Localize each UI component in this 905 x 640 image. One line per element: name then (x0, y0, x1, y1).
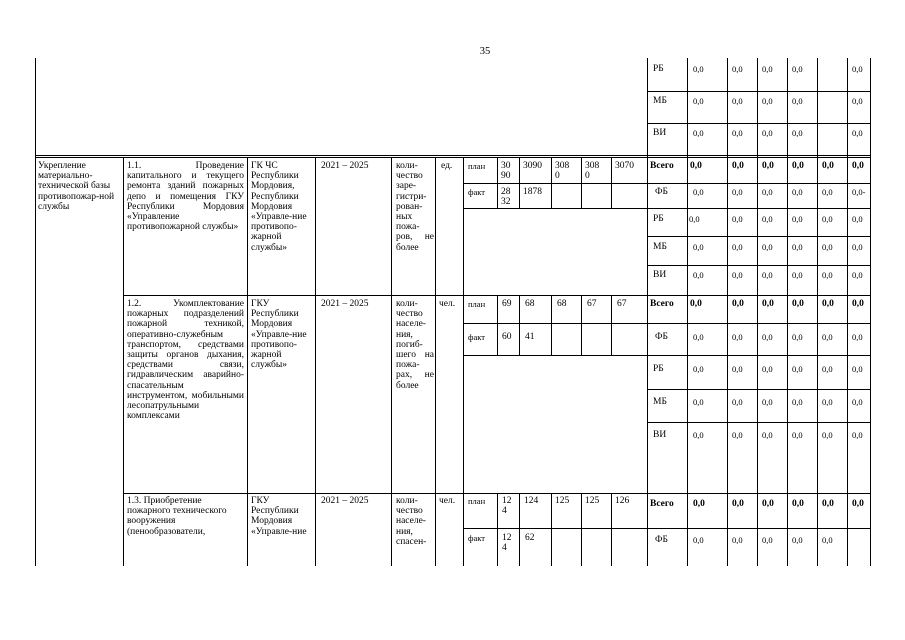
finance-value: 0,0 (822, 270, 833, 280)
col-line (757, 58, 758, 566)
event-period: 2021 – 2025 (321, 299, 369, 309)
col-line (581, 295, 582, 355)
col-line (581, 157, 582, 208)
finance-value: 0,0 (822, 430, 833, 440)
plan-value: 12 4 (502, 496, 512, 517)
event-indicator: коли-чество населе-ния, спасен- (396, 496, 427, 547)
finance-value: 0,0 (762, 161, 774, 171)
finance-value: 0,0 (762, 364, 773, 374)
row-line (647, 236, 871, 237)
finance-value: 0,0 (792, 64, 803, 74)
finance-value: 0,0 (762, 299, 774, 309)
finance-value: 0,0 (852, 430, 863, 440)
row-line (463, 355, 647, 356)
event-unit: чел. (439, 496, 456, 506)
finance-value: 0,0 (690, 161, 702, 171)
page-number: 35 (479, 46, 491, 57)
plan-label: план (468, 161, 486, 171)
col-line (519, 157, 520, 208)
finance-value: 0,0 (852, 242, 863, 252)
finance-value: 0,0 (852, 128, 863, 138)
plan-value: 308 0 (555, 161, 570, 182)
finance-value: 0,0 (732, 397, 743, 407)
finance-value: 0,0 (792, 397, 803, 407)
finance-value: 0,0 (693, 535, 704, 545)
col-line (519, 493, 520, 566)
finance-value: 0,0 (852, 270, 863, 280)
col-line (847, 58, 848, 566)
finance-value: 0,0 (822, 535, 833, 545)
col-line (247, 157, 248, 566)
finance-value: 0,0 (732, 96, 743, 106)
event-name: 1.1. Проведение капитального и текущего ремонта зданий пожарных депо и помещения ГКУ Республики Мордовия «Управление противопожарной службы» (127, 161, 244, 233)
finance-value: 0,0 (690, 299, 702, 309)
plan-value: 68 (557, 299, 567, 309)
finance-value: 0,0 (822, 332, 833, 342)
plan-value: 125 (555, 496, 570, 506)
finance-source: ВИ (653, 270, 667, 280)
event-indicator: коли-чество заре-гистри-рован-ных пожа-ров, не более (396, 161, 434, 253)
col-line (435, 157, 436, 566)
finance-value: 0,0 (822, 161, 834, 171)
row-line (463, 528, 647, 529)
col-line (519, 295, 520, 355)
finance-value: 0,0 (693, 397, 704, 407)
finance-value: 0,0 (762, 430, 773, 440)
event-name: 1.3. Приобретение пожарного технического вооружения (пенообразователи, (127, 496, 227, 537)
fact-value: 28 32 (501, 187, 511, 208)
finance-value: 0,0 (689, 214, 700, 224)
task-name: Укрепление материально-технической базы противопожар-ной службы (38, 161, 115, 212)
finance-source: Всего (650, 161, 674, 171)
finance-value: 0,0 (792, 214, 803, 224)
finance-source: МБ (653, 397, 667, 407)
finance-value: 0,0- (852, 187, 866, 197)
finance-value: 0,0 (762, 535, 773, 545)
event-executor: ГК ЧС Республики Мордовия, Республики Мордовия «Управле-ние противопо-жарной службы» (251, 161, 307, 253)
finance-value: 0,0 (822, 242, 833, 252)
event-unit: чел. (439, 299, 456, 309)
event-unit: ед. (441, 161, 453, 171)
col-line (611, 493, 612, 566)
finance-value: 0,0 (732, 161, 744, 171)
fact-value: 12 4 (502, 533, 512, 554)
row-line (647, 91, 871, 92)
finance-value: 0,0 (792, 332, 803, 342)
finance-value: 0,0 (762, 242, 773, 252)
plan-value: 3070 (615, 161, 634, 171)
finance-value: 0,0 (732, 430, 743, 440)
finance-value: 0,0 (732, 270, 743, 280)
plan-value: 67 (617, 299, 627, 309)
row-line (647, 265, 871, 266)
col-line (787, 58, 788, 566)
finance-source: РБ (653, 64, 664, 74)
finance-value: 0,0 (732, 242, 743, 252)
finance-value: 0,0 (822, 187, 833, 197)
row-line (463, 208, 647, 209)
finance-value: 0,0 (792, 270, 803, 280)
finance-value: 0,0 (792, 161, 804, 171)
row-line (647, 123, 871, 124)
finance-value: 0,0 (693, 364, 704, 374)
finance-value: 0,0 (762, 214, 773, 224)
finance-source: РБ (653, 214, 664, 224)
fact-value: 62 (525, 533, 535, 543)
finance-value: 0,0 (852, 64, 863, 74)
finance-value: 0,0 (732, 187, 743, 197)
finance-value: 0,0 (762, 128, 773, 138)
finance-value: 0,0 (822, 397, 833, 407)
row-line (647, 183, 871, 184)
col-line (870, 58, 871, 566)
finance-value: 0,0 (762, 332, 773, 342)
col-line (647, 58, 648, 566)
col-line (35, 58, 36, 566)
row-line (647, 422, 871, 423)
finance-value: 0,0 (693, 187, 704, 197)
col-line (551, 157, 552, 208)
plan-value: 126 (615, 496, 630, 506)
finance-value: 0,0 (762, 64, 773, 74)
event-period: 2021 – 2025 (321, 161, 369, 171)
finance-value: 0,0 (693, 96, 704, 106)
col-line (391, 157, 392, 566)
finance-value: 0,0 (762, 270, 773, 280)
finance-value: 0,0 (762, 187, 773, 197)
finance-value: 0,0 (732, 364, 743, 374)
fact-value: 60 (502, 332, 512, 342)
plan-value: 67 (587, 299, 597, 309)
finance-source: Всего (650, 299, 674, 309)
row-line (35, 155, 871, 156)
finance-value: 0,0 (852, 397, 863, 407)
finance-source: ФБ (655, 332, 668, 342)
finance-value: 0,0 (852, 96, 863, 106)
finance-value: 0,0 (852, 499, 864, 509)
col-line (315, 157, 316, 566)
plan-value: 3090 (523, 161, 542, 171)
fact-label: факт (468, 187, 486, 197)
plan-value: 69 (502, 299, 512, 309)
col-line (497, 493, 498, 566)
finance-value: 0,0 (792, 242, 803, 252)
plan-value: 68 (525, 299, 535, 309)
finance-value: 0,0 (732, 299, 744, 309)
row-line (35, 157, 871, 158)
finance-source: ФБ (655, 535, 668, 545)
finance-value: 0,0 (792, 430, 803, 440)
finance-value: 0,0 (822, 214, 833, 224)
col-line (463, 157, 464, 566)
finance-value: 0,0 (762, 96, 773, 106)
finance-value: 0,0 (822, 299, 834, 309)
finance-source: ФБ (655, 187, 668, 197)
finance-value: 0,0 (792, 364, 803, 374)
finance-value: 0,0 (693, 64, 704, 74)
col-line (611, 157, 612, 208)
fact-label: факт (468, 533, 486, 543)
finance-value: 0,0 (762, 397, 773, 407)
row-line (463, 323, 647, 324)
row-line (647, 355, 871, 356)
finance-value: 0,0 (762, 499, 774, 509)
finance-value: 0,0 (852, 214, 863, 224)
plan-value: 125 (585, 496, 600, 506)
event-period: 2021 – 2025 (321, 496, 369, 506)
row-line (647, 528, 871, 529)
finance-value: 0,0 (852, 299, 864, 309)
event-executor: ГКУ Республики Мордовия «Управле-ние (251, 496, 307, 537)
fact-value: 1878 (523, 187, 542, 197)
finance-source: МБ (653, 96, 667, 106)
col-line (551, 295, 552, 355)
row-line (463, 183, 647, 184)
row-line (647, 323, 871, 324)
col-line (687, 58, 688, 566)
plan-value: 124 (524, 496, 539, 506)
finance-value: 0,0 (792, 187, 803, 197)
finance-value: 0,0 (792, 96, 803, 106)
col-line (497, 157, 498, 208)
finance-value: 0,0 (732, 332, 743, 342)
event-executor: ГКУ Республики Мордовия «Управле-ние противопо-жарной службы» (251, 299, 307, 371)
event-name: 1.2. Укомплектование пожарных подразделений пожарной техникой, оперативно-служебным транспортом, средствами защиты органов дыхания, средствами связи, гидравлическим аварийно-спасательным инструментом, мобильными лесопатрульными комплексами (127, 299, 244, 422)
finance-value: 0,0 (693, 332, 704, 342)
finance-value: 0,0 (852, 364, 863, 374)
finance-value: 0,0 (822, 364, 833, 374)
finance-value: 0,0 (792, 128, 803, 138)
program-table (35, 58, 871, 566)
finance-source: РБ (653, 364, 664, 374)
finance-value: 0,0 (822, 499, 834, 509)
col-line (611, 295, 612, 355)
plan-label: план (468, 496, 486, 506)
finance-value: 0,0 (693, 128, 704, 138)
finance-value: 0,0 (732, 64, 743, 74)
finance-value: 0,0 (852, 332, 863, 342)
finance-source: Всего (650, 499, 674, 509)
finance-value: 0,0 (693, 242, 704, 252)
row-line (647, 389, 871, 390)
col-line (581, 493, 582, 566)
plan-value: 30 90 (501, 161, 511, 182)
event-indicator: коли-чество населе-ния, погиб-шего на пожа-рах, не более (396, 299, 434, 391)
col-line (497, 295, 498, 355)
finance-source: МБ (653, 242, 667, 252)
col-line (123, 157, 124, 566)
row-line (647, 208, 871, 209)
finance-value: 0,0 (732, 499, 744, 509)
finance-value: 0,0 (852, 161, 864, 171)
finance-source: ВИ (653, 128, 667, 138)
finance-source: ВИ (653, 430, 667, 440)
fact-value: 41 (525, 332, 535, 342)
finance-value: 0,0 (693, 270, 704, 280)
col-line (727, 58, 728, 566)
col-line (817, 58, 818, 566)
finance-value: 0,0 (732, 535, 743, 545)
finance-value: 0,0 (693, 499, 705, 509)
col-line (551, 493, 552, 566)
finance-value: 0,0 (693, 430, 704, 440)
finance-value: 0,0 (792, 535, 803, 545)
finance-value: 0,0 (792, 499, 804, 509)
finance-value: 0,0 (732, 214, 743, 224)
finance-value: 0,0 (792, 299, 804, 309)
finance-value: 0,0 (732, 128, 743, 138)
plan-label: план (468, 299, 486, 309)
fact-label: факт (468, 332, 486, 342)
plan-value: 308 0 (585, 161, 600, 182)
